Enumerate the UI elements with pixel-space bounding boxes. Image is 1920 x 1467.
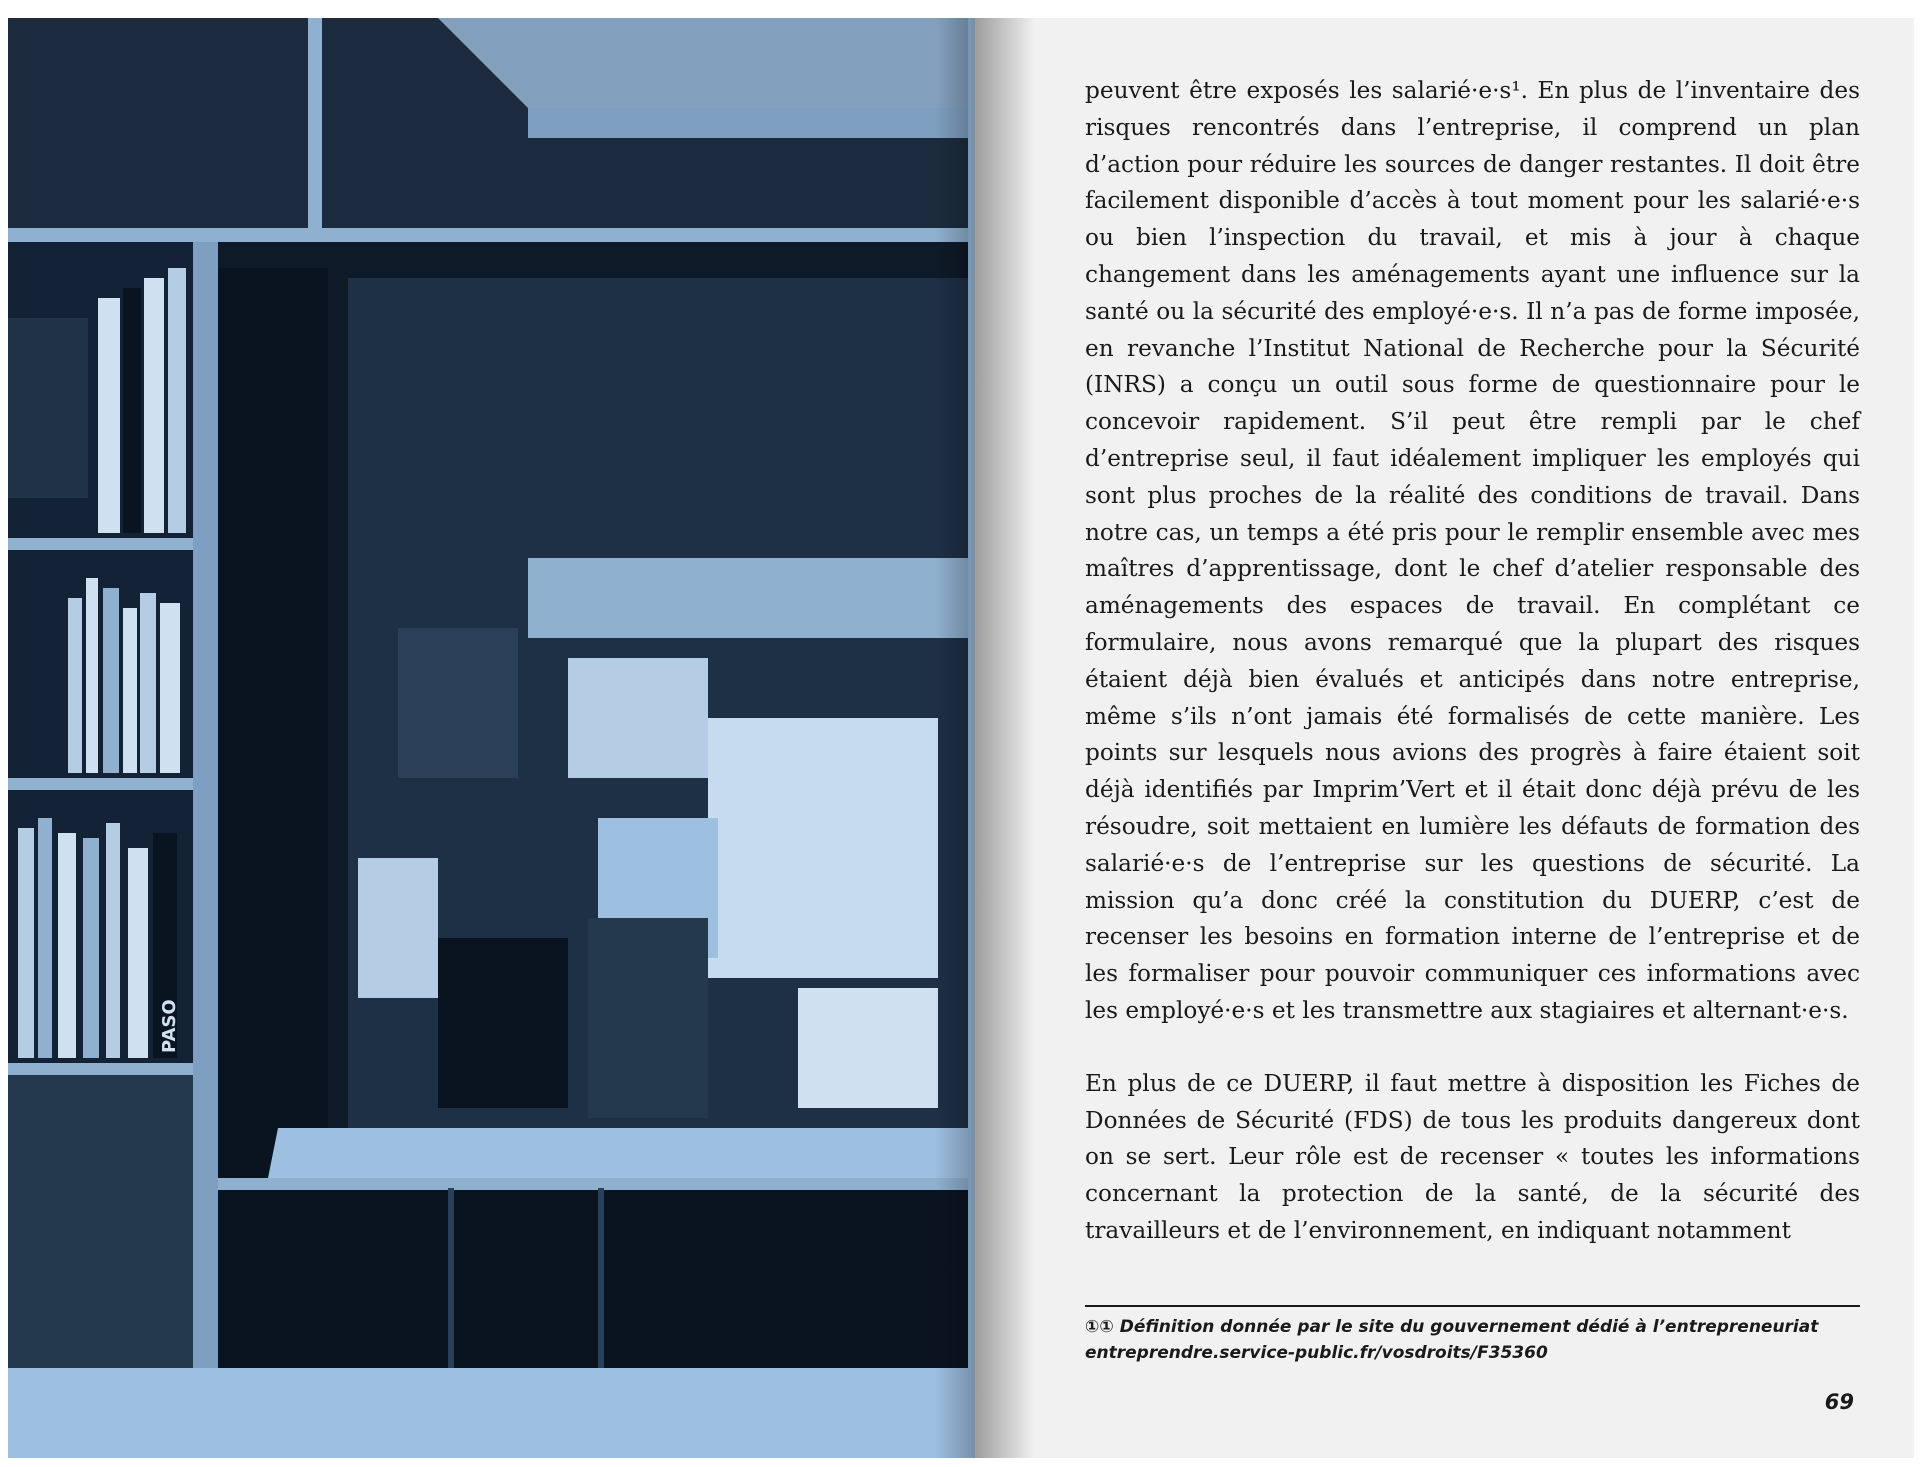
page-number: 69 [1824, 1390, 1854, 1414]
bookshelf-illustration [8, 18, 968, 1368]
paragraph-2: En plus de ce DUERP, il faut mettre à disposition les Fiches de Données de Sécurité (FDS) de tous les produits dangereux dont on se sert. Leur rôle est de recenser « toutes les informations concernant la protection de la santé, de la sécurité des travailleurs et de l’environnement, en indiquant notamment [1085, 1069, 1860, 1244]
bookshelf-photo [8, 18, 968, 1368]
book-spine-label-1: Das grosse Kunstbuch [125, 345, 139, 478]
left-page [8, 18, 975, 1458]
book-spine-label-2: PASO [159, 999, 180, 1053]
book-spread [8, 18, 1914, 1458]
footnote-line-1: ①① Définition donnée par le site du gouvernement dédié à l’entrepreneuriat [1085, 1317, 1819, 1337]
body-text [1085, 73, 1860, 1250]
footnote-rule [1085, 1305, 1860, 1307]
footnote [1085, 1314, 1860, 1366]
footnote-line-2: entreprendre.service-public.fr/vosdroits/F35360 [1085, 1343, 1548, 1363]
right-gutter-shadow [975, 18, 1035, 1458]
paragraph-1: peuvent être exposés les salarié·e·s¹. En plus de l’inventaire des risques rencontrés dans l’entreprise, il comprend un plan d’action pour réduire les sources de danger restantes. Il doit être facilement disponible d’accès à tout moment pour les salarié·e·s ou bien l’inspection du travail, et mis à jour à chaque changement dans les aménagements ayant une influence sur la santé ou la sécurité des employé·e·s. Il n’a pas de forme imposée, en revanche l’Institut National de Recherche pour la Sécurité (INRS) a conçu un outil sous forme de questionnaire pour le concevoir rapidement. S’il peut être rempli par le chef d’entreprise seul, il faut idéalement impliquer les employés qui sont plus proches de la réalité des conditions de travail. Dans notre cas, un temps a été pris pour le remplir ensemble avec mes maîtres d’apprentissage, dont le chef d’atelier responsable des aménagements des espaces de travail. En complétant ce formulaire, nous avons remarqué que la plupart des risques étaient déjà bien évalués et anticipés dans notre entreprise, même s’ils n’ont jamais été formalisés de cette manière. Les points sur lesquels nous avions des progrès à faire étaient soit déjà identifiés par Imprim’Vert et il était donc déjà prévu de les résoudre, soit mettaient en lumière les défauts de formation des salarié·e·s de l’entreprise sur les questions de sécurité. La mission qu’a donc créé la constitution du DUERP, c’est de recenser les besoins en formation interne de l’entreprise et de les formaliser pour pouvoir communiquer ces informations avec les employé·e·s et les transmettre aux stagiaires et alternant·e·s. [1085, 77, 1860, 1024]
left-gutter-shadow [935, 18, 975, 1458]
right-page [975, 18, 1914, 1458]
